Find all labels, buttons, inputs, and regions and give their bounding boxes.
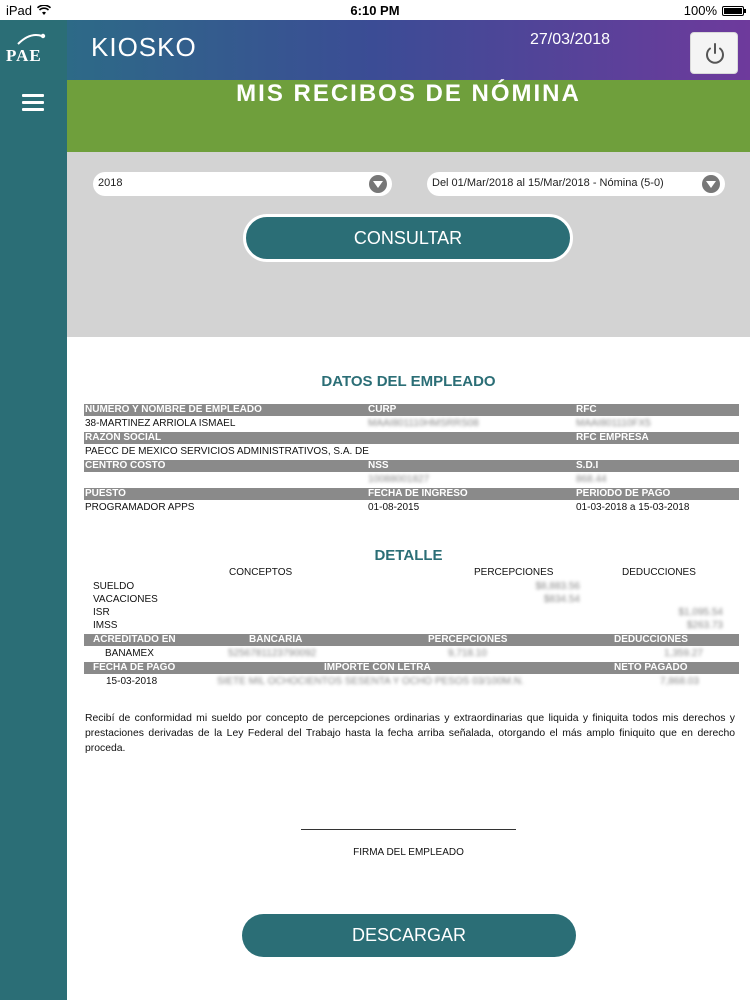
header-sdi: S.D.I [576, 460, 599, 471]
query-panel [67, 152, 750, 337]
header-acreditado: ACREDITADO EN [93, 634, 176, 645]
col-conceptos: CONCEPTOS [229, 567, 293, 578]
battery-icon [722, 6, 744, 16]
col-deducciones: DEDUCCIONES [622, 567, 696, 578]
logout-button[interactable] [690, 32, 738, 74]
battery-percent: 100% [683, 3, 717, 18]
signature-line [301, 829, 516, 830]
total-deductions: 1,359.27 [664, 648, 703, 659]
title-band [67, 80, 750, 152]
bank-name: BANAMEX [105, 648, 154, 659]
deduction-value: $1,095.54 [678, 607, 723, 618]
header-importe-letra: IMPORTE CON LETRA [324, 662, 431, 673]
employee-ingreso: 01-08-2015 [368, 502, 420, 513]
header-fecha-pago: FECHA DE PAGO [93, 662, 176, 673]
detail-section-title: DETALLE [374, 547, 443, 564]
sidebar [0, 20, 67, 1000]
employee-puesto: PROGRAMADOR APPS [85, 502, 195, 513]
menu-icon[interactable] [22, 94, 46, 114]
header-neto: NETO PAGADO [614, 662, 688, 673]
header-date: 27/03/2018 [530, 31, 611, 48]
header-nss: NSS [368, 460, 389, 471]
app-title: KIOSKO [91, 32, 197, 62]
status-bar [0, 0, 750, 20]
header-rfc-empresa: RFC EMPRESA [576, 432, 649, 443]
bank-account: 5256781123790092 [228, 648, 317, 659]
period-select-value: Del 01/Mar/2018 al 15/Mar/2018 - Nómina (5-0) [432, 177, 664, 189]
logo-text: PAE [6, 46, 42, 65]
year-select-value: 2018 [98, 177, 123, 189]
employee-rfc: MAAI801110FX5 [576, 418, 651, 429]
header-deducciones: DEDUCCIONES [614, 634, 688, 645]
concept-label: IMSS [93, 620, 118, 631]
deduction-value: $263.73 [686, 620, 723, 631]
period-select[interactable] [427, 172, 725, 196]
employee-section-title: DATOS DEL EMPLEADO [321, 373, 496, 390]
header-ingreso: FECHA DE INGRESO [368, 488, 468, 499]
payment-date: 15-03-2018 [106, 676, 158, 687]
signature-label: FIRMA DEL EMPLEADO [353, 847, 464, 858]
concept-label: VACACIONES [93, 594, 158, 605]
perception-value: $8,883.56 [535, 581, 580, 592]
header-percepciones: PERCEPCIONES [428, 634, 508, 645]
device-label: iPad [6, 3, 33, 18]
header-num-name: NUMERO Y NOMBRE DE EMPLEADO [85, 404, 262, 415]
employee-num-name: 38-MARTINEZ ARRIOLA ISMAEL [85, 418, 236, 429]
header-rfc: RFC [576, 404, 597, 415]
employee-nss: 10088001827 [368, 474, 430, 485]
col-percepciones: PERCEPCIONES [474, 567, 554, 578]
net-paid: 7,868.03 [660, 676, 699, 687]
header-curp: CURP [368, 404, 397, 415]
header-razon: RAZÓN SOCIAL [85, 432, 162, 443]
employee-razon: PAECC DE MEXICO SERVICIOS ADMINISTRATIVOS, S.A. DE [85, 446, 369, 457]
page-title: MIS RECIBOS DE NÓMINA [236, 80, 581, 107]
perception-value: $834.54 [543, 594, 580, 605]
status-right [684, 3, 744, 18]
amount-in-words: SIETE MIL OCHOCIENTOS SESENTA Y OCHO PESOS 03/100M.N. [217, 676, 524, 687]
employee-curp: MAAI801110HMSRRS08 [368, 418, 479, 429]
header-bancaria: BANCARIA [249, 634, 303, 645]
logo-swoosh-icon [12, 30, 52, 46]
header-bar [84, 460, 739, 472]
payroll-receipt [67, 337, 750, 1000]
header-periodo: PERIODO DE PAGO [576, 488, 671, 499]
download-button[interactable]: DESCARGAR [242, 914, 576, 957]
status-time: 6:10 PM [350, 3, 400, 18]
concept-label: ISR [93, 607, 110, 618]
consult-button[interactable]: CONSULTAR [243, 214, 573, 262]
concept-label: SUELDO [93, 581, 135, 592]
dropdown-arrow-icon [369, 175, 387, 193]
header-puesto: PUESTO [85, 488, 126, 499]
total-perceptions: 9,718.10 [448, 648, 487, 659]
pae-logo [0, 30, 67, 70]
dropdown-arrow-icon [702, 175, 720, 193]
employee-sdi: 868.44 [576, 474, 607, 485]
legal-text: Recibí de conformidad mi sueldo por concepto de percepciones ordinarias y extraordinarias que liquida y finiquita todos mis derechos y prestaciones derivadas de la Ley Federal del Trabajo hasta la fecha arriba señalada, otorgando el más amplo finiquito que en derecho proceda. [85, 713, 735, 754]
power-icon [703, 42, 727, 66]
year-select[interactable] [93, 172, 392, 196]
employee-periodo: 01-03-2018 a 15-03-2018 [576, 502, 690, 513]
top-header [67, 20, 750, 80]
header-centro: CENTRO COSTO [85, 460, 166, 471]
